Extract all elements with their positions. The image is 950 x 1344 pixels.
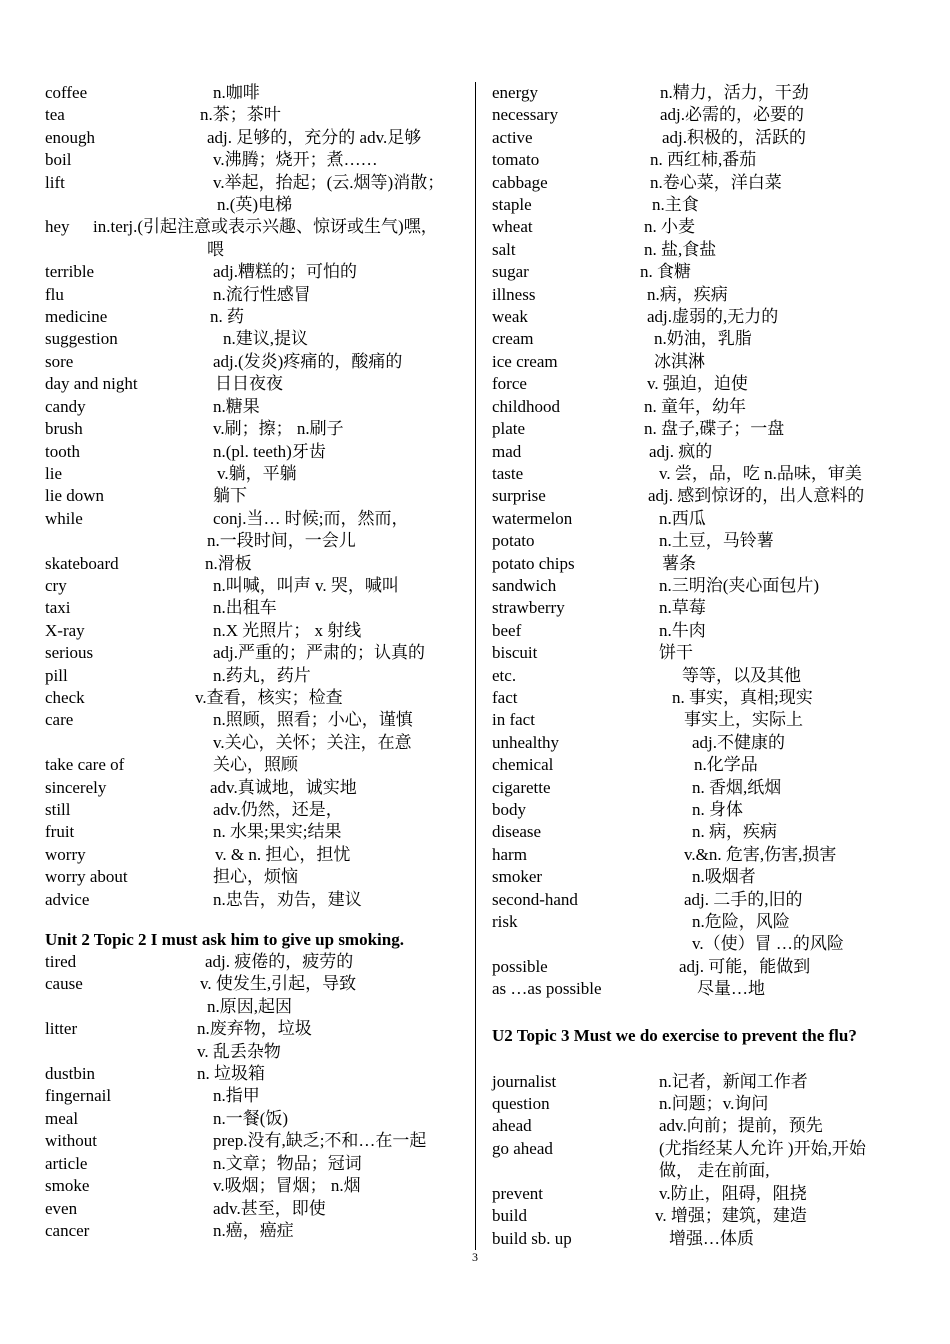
vocab-definition: n.指甲: [213, 1086, 260, 1106]
vocab-entry: [492, 1183, 912, 1205]
vocab-definition: n.照顾，照看；小心，谨慎: [213, 710, 413, 730]
vocab-entry: [45, 396, 470, 418]
vocab-definition-continued: 喂: [207, 239, 224, 259]
vocab-definition: v.沸腾；烧开；煮……: [213, 150, 378, 170]
vocab-definition: 冰淇淋: [654, 351, 705, 371]
vocab-word: advice: [45, 889, 90, 909]
vocab-word: strawberry: [492, 598, 565, 618]
vocab-entry: [492, 553, 912, 575]
vocab-entry: [492, 575, 912, 597]
vocab-word: dustbin: [45, 1064, 96, 1084]
vocab-definition: n.主食: [652, 195, 699, 215]
vocab-definition: 关心，照顾: [213, 755, 298, 775]
vocab-word: question: [492, 1094, 550, 1114]
right-vocab-list-b: [492, 1071, 912, 1250]
vocab-word: prevent: [492, 1183, 543, 1203]
vocab-definition: 事实上，实际上: [684, 710, 803, 730]
vocab-word: cause: [45, 974, 83, 994]
vocab-definition: v.躺，平躺: [217, 463, 297, 483]
vocab-word: go ahead: [492, 1138, 553, 1158]
vocab-entry: [45, 844, 470, 866]
vocab-definition-continued: 做， 走在前面,: [659, 1161, 770, 1181]
vocab-word: cream: [492, 329, 534, 349]
vocab-entry: [45, 553, 470, 575]
vocab-definition: n. 香烟,纸烟: [692, 777, 782, 797]
vocab-definition: v.举起，抬起；(云.烟等)消散；: [213, 172, 445, 192]
vocab-entry: [492, 373, 912, 395]
vocab-definition: n.奶油，乳脂: [654, 329, 752, 349]
vocab-definition: 日日夜夜: [215, 374, 283, 394]
vocab-word: care: [45, 710, 74, 730]
vocab-entry: [45, 620, 470, 642]
vocab-definition: adv.向前；提前，预先: [659, 1116, 823, 1136]
vocab-word: smoke: [45, 1176, 90, 1196]
vocab-definition: adj. 可能，能做到: [679, 956, 811, 976]
vocab-definition: n.癌，癌症: [213, 1220, 294, 1240]
left-vocab-list-a: [45, 82, 470, 911]
vocab-definition: adj.积极的，活跃的: [662, 127, 807, 147]
vocab-word: risk: [492, 912, 518, 932]
vocab-definition: 增强…体质: [669, 1228, 754, 1248]
vocab-entry: [45, 889, 470, 911]
vocab-definition: n. 盘子,碟子；一盘: [644, 419, 785, 439]
vocab-word: taxi: [45, 598, 71, 618]
vocab-word: lift: [45, 172, 65, 192]
vocab-entry: [492, 441, 912, 463]
vocab-definition: n.滑板: [205, 553, 252, 573]
vocab-word: check: [45, 687, 85, 707]
vocab-definition: adj. 疲倦的，疲劳的: [205, 952, 354, 972]
vocab-word: potato: [492, 531, 535, 551]
vocab-entry: [492, 754, 912, 776]
vocab-entry: [45, 1175, 470, 1197]
section-title-unit2-topic2: Unit 2 Topic 2 I must ask him to give up smoking.: [45, 930, 404, 950]
vocab-entry: [45, 508, 470, 553]
vocab-entry: [45, 328, 470, 350]
vocab-entry: [45, 373, 470, 395]
vocab-entry: [45, 351, 470, 373]
vocab-definition: n. 盐,食盐: [644, 239, 717, 259]
vocab-entry: [45, 463, 470, 485]
vocab-definition: n.一餐(饭): [213, 1108, 289, 1128]
vocab-word: meal: [45, 1108, 79, 1128]
vocab-word: possible: [492, 956, 548, 976]
vocab-word: boil: [45, 150, 72, 170]
vocab-word: tired: [45, 952, 77, 972]
vocab-entry: [492, 844, 912, 866]
vocab-word: lie down: [45, 486, 105, 506]
vocab-entry: [45, 642, 470, 664]
vocab-definition: n. 小麦: [644, 217, 695, 237]
vocab-word: worry: [45, 844, 86, 864]
vocab-word: skateboard: [45, 553, 119, 573]
vocab-entry: [492, 149, 912, 171]
vocab-word: active: [492, 127, 533, 147]
vocab-entry: [492, 172, 912, 194]
vocab-word: candy: [45, 396, 86, 416]
vocab-definition: adv.仍然，还是，: [213, 800, 343, 819]
vocab-entry: [492, 396, 912, 418]
vocab-entry: [45, 306, 470, 328]
vocab-word: illness: [492, 284, 536, 304]
vocab-word: tomato: [492, 150, 540, 170]
vocab-definition: adj. 感到惊讶的，出人意料的: [648, 486, 865, 506]
vocab-definition: n. 垃圾箱: [197, 1064, 265, 1084]
vocab-definition-continued: n.(英)电梯: [217, 195, 293, 215]
vocab-definition: adj. 足够的，充分的 adv.足够: [207, 127, 422, 147]
vocab-definition: n.西瓜: [659, 508, 706, 528]
vocab-entry: [45, 418, 470, 440]
vocab-entry: [45, 951, 470, 973]
vocab-definition: n.废弃物，垃圾: [197, 1019, 312, 1039]
vocab-entry: [45, 1130, 470, 1152]
vocab-entry: [45, 597, 470, 619]
vocab-entry: [492, 978, 912, 1000]
vocab-definition: n.出租车: [213, 598, 277, 618]
page-number: 3: [472, 1250, 478, 1264]
vocab-word: fingernail: [45, 1086, 112, 1106]
vocab-definition: v. 强迫，迫使: [647, 374, 748, 394]
vocab-definition: adj. 疯的: [649, 441, 713, 461]
vocab-word: second-hand: [492, 889, 578, 909]
vocab-word: fruit: [45, 822, 75, 842]
vocab-word: smoker: [492, 867, 543, 887]
vocab-definition: n.流行性感冒: [213, 284, 311, 304]
vocab-word: plate: [492, 419, 526, 439]
vocab-definition: v.防止，阻碍，阻挠: [659, 1183, 807, 1203]
vocab-entry: [45, 1063, 470, 1085]
vocab-entry: [45, 1018, 470, 1063]
vocab-entry: [45, 127, 470, 149]
vocab-definition: v. 尝，品，吃 n.品味，审美: [659, 463, 862, 483]
vocab-entry: [492, 1228, 912, 1250]
vocab-word: tea: [45, 105, 65, 125]
vocab-definition: 尽量…地: [697, 979, 765, 999]
vocab-definition-continued: n.一段时间，一会儿: [207, 531, 356, 551]
vocab-definition: n.忠告，劝告，建议: [213, 889, 362, 909]
vocab-entry: [45, 687, 470, 709]
vocab-entry: [492, 1205, 912, 1227]
vocab-entry: [492, 642, 912, 664]
vocab-definition-continued: n.原因,起因: [207, 996, 292, 1016]
vocab-word: mad: [492, 441, 522, 461]
vocab-definition-continued: v. 乱丢杂物: [197, 1041, 281, 1061]
vocab-definition: 躺下: [213, 486, 247, 506]
vocab-definition-continued: v.关心，关怀；关注，在意: [213, 732, 412, 752]
right-vocab-list-a: [492, 82, 912, 1001]
vocab-definition: n.咖啡: [213, 83, 260, 102]
vocab-word: terrible: [45, 262, 95, 282]
vocab-definition: in.terj.(引起注意或表示兴趣、惊讶或生气)嘿，: [93, 217, 438, 237]
vocab-word: lie: [45, 463, 62, 483]
vocab-entry: [45, 104, 470, 126]
vocab-definition: (尤指经某人允许 )开始,开始: [659, 1138, 866, 1158]
vocab-entry: [492, 889, 912, 911]
vocab-entry: [492, 597, 912, 619]
vocab-definition: adj. 二手的,旧的: [684, 889, 803, 909]
vocab-definition: adj.严重的；严肃的；认真的: [213, 643, 426, 663]
vocab-word: weak: [492, 307, 528, 327]
vocab-word: sincerely: [45, 777, 107, 797]
vocab-word: while: [45, 508, 83, 528]
vocab-definition: n.糖果: [213, 396, 260, 416]
vocab-word: pill: [45, 665, 68, 685]
vocab-definition: n. 水果;果实;结果: [213, 822, 342, 842]
vocab-word: cry: [45, 575, 67, 595]
vocab-definition: n.记者，新闻工作者: [659, 1071, 808, 1091]
vocab-word: sandwich: [492, 575, 557, 595]
vocab-word: taste: [492, 463, 524, 483]
vocab-definition: n.X 光照片； x 射线: [213, 620, 362, 640]
vocab-entry: [492, 1138, 912, 1183]
vocab-entry: [45, 1153, 470, 1175]
vocab-word: necessary: [492, 105, 559, 125]
vocab-definition: n.建议,提议: [223, 329, 308, 349]
vocab-entry: [492, 261, 912, 283]
vocab-entry: [45, 261, 470, 283]
left-column: [45, 82, 470, 1242]
vocab-definition: n.草莓: [659, 598, 706, 618]
vocab-definition: v.&n. 危害,伤害,损害: [684, 844, 837, 864]
vocab-entry: [45, 973, 470, 1018]
vocab-entry: [492, 127, 912, 149]
vocab-definition: n.茶；茶叶: [200, 105, 281, 125]
vocab-word: flu: [45, 284, 64, 304]
vocab-word: cabbage: [492, 172, 548, 192]
vocab-word: sugar: [492, 262, 529, 282]
vocab-definition: conj.当… 时候;而，然而，: [213, 508, 409, 528]
vocab-definition: n.(pl. teeth)牙齿: [213, 441, 326, 461]
vocab-definition: adv.甚至，即使: [213, 1198, 326, 1218]
vocab-definition: n. 病，疾病: [692, 822, 777, 842]
vocab-definition: n. 食糖: [640, 262, 691, 282]
vocab-definition: adj.(发炎)疼痛的，酸痛的: [213, 351, 403, 371]
vocab-word: journalist: [492, 1071, 557, 1091]
vocab-definition: n. 事实，真相;现实: [672, 687, 813, 707]
vocab-entry: [492, 709, 912, 731]
vocab-entry: [45, 575, 470, 597]
vocab-entry: [492, 866, 912, 888]
vocab-entry: [492, 485, 912, 507]
vocab-entry: [492, 1071, 912, 1093]
vocab-entry: [45, 1085, 470, 1107]
vocab-definition: prep.没有,缺乏;不和…在一起: [213, 1131, 427, 1151]
vocab-entry: [45, 709, 470, 754]
vocab-word: cigarette: [492, 777, 551, 797]
vocab-entry: [492, 530, 912, 552]
vocab-word: without: [45, 1131, 97, 1151]
vocab-definition: v. 增强；建筑，建造: [655, 1206, 807, 1226]
vocab-word: as …as possible: [492, 979, 602, 999]
vocab-definition: adj.必需的，必要的: [660, 105, 805, 125]
left-vocab-list-b: [45, 951, 470, 1242]
vocab-definition: v.查看，核实；检查: [195, 687, 343, 707]
vocab-word: take care of: [45, 755, 125, 775]
vocab-definition-continued: v.（使）冒 …的风险: [692, 934, 844, 954]
vocab-word: body: [492, 800, 526, 819]
vocab-word: suggestion: [45, 329, 118, 349]
vocab-word: coffee: [45, 83, 88, 102]
vocab-word: in fact: [492, 710, 535, 730]
vocab-definition: n.问题；v.询问: [659, 1094, 769, 1114]
vocab-word: childhood: [492, 396, 560, 416]
vocab-entry: [492, 418, 912, 440]
vocab-entry: [492, 82, 912, 104]
vocab-word: potato chips: [492, 553, 575, 573]
vocab-definition: n.危险，风险: [692, 912, 790, 932]
vocab-entry: [492, 508, 912, 530]
vocab-word: staple: [492, 195, 532, 215]
vocab-entry: [492, 956, 912, 978]
vocab-entry: [45, 754, 470, 776]
vocab-definition: n.病，疾病: [647, 284, 728, 304]
vocab-word: build: [492, 1206, 527, 1226]
vocab-entry: [45, 1220, 470, 1242]
vocab-definition: 等等，以及其他: [682, 665, 801, 685]
vocab-entry: [492, 194, 912, 216]
vocab-entry: [45, 82, 470, 104]
vocab-entry: [45, 799, 470, 821]
vocab-entry: [492, 328, 912, 350]
vocab-word: serious: [45, 643, 94, 663]
vocab-entry: [45, 441, 470, 463]
vocab-word: unhealthy: [492, 732, 560, 752]
vocab-definition: n.化学品: [694, 755, 758, 775]
vocab-definition: n.精力，活力，干劲: [660, 83, 809, 102]
vocab-word: watermelon: [492, 508, 573, 528]
vocab-entry: [492, 732, 912, 754]
vocab-entry: [492, 777, 912, 799]
vocab-word: biscuit: [492, 643, 538, 663]
vocab-entry: [45, 821, 470, 843]
vocab-word: brush: [45, 419, 83, 439]
vocab-word: chemical: [492, 755, 554, 775]
vocab-definition: n.牛肉: [659, 620, 706, 640]
vocab-entry: [45, 1198, 470, 1220]
vocab-word: harm: [492, 844, 527, 864]
vocab-definition: n.卷心菜，洋白菜: [650, 172, 782, 192]
vocab-entry: [492, 911, 912, 956]
vocab-definition: n.药丸，药片: [213, 665, 311, 685]
vocab-entry: [45, 665, 470, 687]
vocab-entry: [45, 777, 470, 799]
vocab-entry: [45, 485, 470, 507]
vocab-definition: adj.虚弱的,无力的: [647, 307, 779, 327]
vocab-definition: 饼干: [659, 643, 693, 663]
vocab-entry: [492, 1093, 912, 1115]
vocab-word: disease: [492, 822, 542, 842]
vocab-word: even: [45, 1198, 78, 1218]
vocab-word: ice cream: [492, 351, 558, 371]
vocab-word: hey: [45, 217, 70, 237]
vocab-word: energy: [492, 83, 538, 102]
vocab-word: wheat: [492, 217, 533, 237]
vocab-definition: n. 西红柿,番茄: [650, 150, 757, 170]
vocab-definition: n. 身体: [692, 800, 743, 819]
vocab-definition: n. 药: [210, 307, 244, 327]
vocab-entry: [45, 172, 470, 217]
vocab-definition: v.刷；擦； n.刷子: [213, 419, 344, 439]
vocab-word: cancer: [45, 1220, 90, 1240]
vocab-entry: [492, 239, 912, 261]
vocab-word: sore: [45, 351, 74, 371]
vocab-definition: adv.真诚地，诚实地: [210, 777, 357, 797]
vocab-entry: [492, 620, 912, 642]
vocab-word: medicine: [45, 307, 108, 327]
column-divider: [475, 82, 476, 1250]
vocab-word: still: [45, 800, 71, 819]
vocab-entry: [45, 149, 470, 171]
vocab-entry: [492, 463, 912, 485]
vocab-entry: [492, 799, 912, 821]
vocab-definition: n.吸烟者: [692, 867, 756, 887]
vocab-definition: 薯条: [662, 553, 696, 573]
right-column: [492, 82, 912, 1250]
vocab-word: etc.: [492, 665, 517, 685]
vocab-definition: n.三明治(夹心面包片): [659, 575, 820, 595]
vocab-definition: 担心，烦恼: [213, 867, 298, 887]
vocab-entry: [45, 1108, 470, 1130]
vocab-word: article: [45, 1153, 88, 1173]
vocab-definition: v. 使发生,引起，导致: [200, 974, 357, 994]
vocab-word: tooth: [45, 441, 80, 461]
vocab-word: surprise: [492, 486, 546, 506]
vocab-entry: [492, 687, 912, 709]
vocab-entry: [492, 351, 912, 373]
vocab-word: X-ray: [45, 620, 85, 640]
vocab-entry: [492, 1115, 912, 1137]
vocab-word: enough: [45, 127, 96, 147]
vocab-definition: n.土豆，马铃薯: [659, 531, 774, 551]
vocab-entry: [492, 104, 912, 126]
vocab-word: salt: [492, 239, 516, 259]
vocab-definition: n. 童年，幼年: [644, 396, 746, 416]
vocab-definition: adj.糟糕的；可怕的: [213, 262, 358, 282]
vocab-entry: [492, 665, 912, 687]
vocab-entry: [45, 284, 470, 306]
vocab-definition: n.叫喊，叫声 v. 哭，喊叫: [213, 575, 399, 595]
vocab-entry: [492, 821, 912, 843]
vocab-definition: v. & n. 担心，担忧: [215, 844, 351, 864]
vocab-word: force: [492, 374, 527, 394]
vocab-word: beef: [492, 620, 522, 640]
vocab-word: build sb. up: [492, 1228, 572, 1248]
vocab-word: fact: [492, 687, 518, 707]
vocab-definition: adj.不健康的: [692, 732, 786, 752]
vocab-entry: [45, 216, 470, 261]
vocab-word: litter: [45, 1019, 78, 1039]
vocab-definition: v.吸烟；冒烟； n.烟: [213, 1176, 361, 1196]
vocab-word: day and night: [45, 374, 138, 394]
vocab-word: ahead: [492, 1116, 532, 1136]
section-title-u2-topic3: U2 Topic 3 Must we do exercise to prevent the flu?: [492, 1025, 857, 1045]
vocab-entry: [492, 306, 912, 328]
vocab-entry: [45, 866, 470, 888]
vocab-entry: [492, 216, 912, 238]
vocab-entry: [492, 284, 912, 306]
vocab-word: worry about: [45, 867, 128, 887]
vocab-definition: n.文章；物品；冠词: [213, 1153, 362, 1173]
